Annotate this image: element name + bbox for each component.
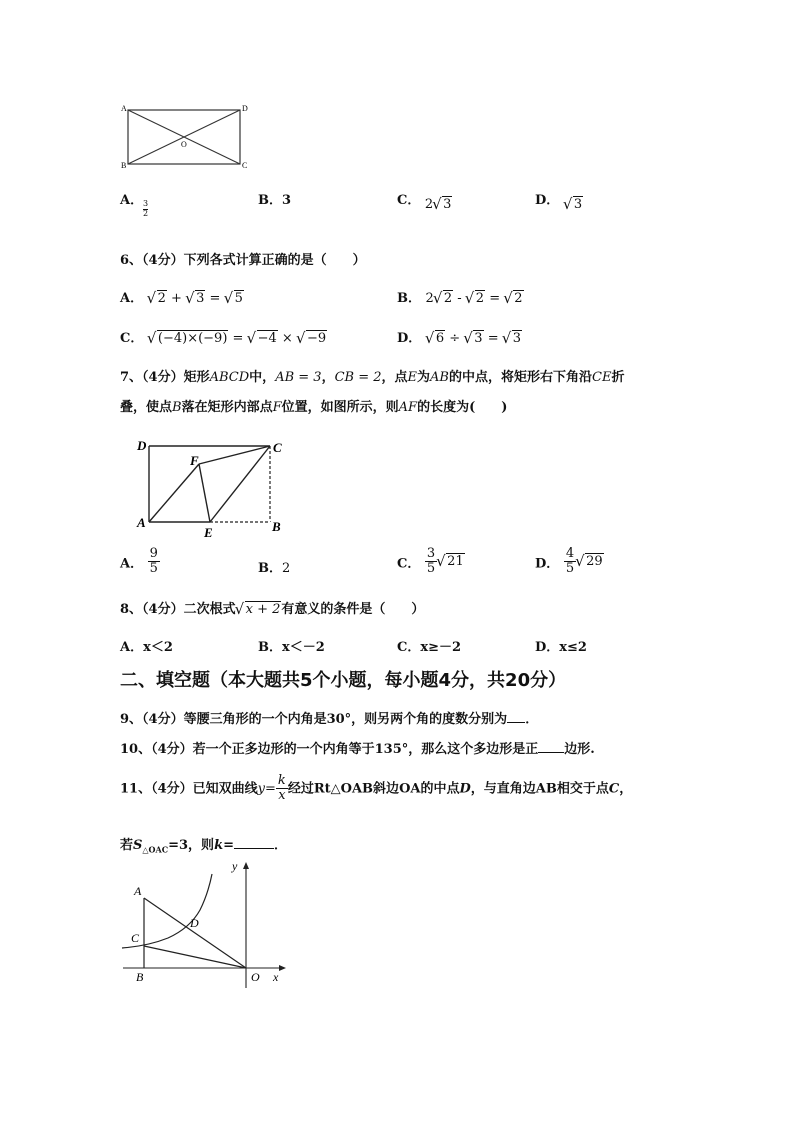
- q9-answer-blank[interactable]: [507, 722, 525, 723]
- figure-hyperbola-triangle: [118, 856, 293, 991]
- q5-option-a-fraction: 3 2: [143, 199, 149, 218]
- label-e: E: [204, 525, 213, 540]
- label-o: O: [181, 140, 187, 149]
- q7-option-a[interactable]: A． $\frac{9}{5}$: [120, 546, 158, 577]
- label-b: B: [121, 161, 127, 170]
- q10-answer-blank[interactable]: [538, 752, 564, 753]
- q6-option-b[interactable]: B． 2√ 2 - √ 2 = √ 2: [397, 287, 524, 306]
- segment-ce: [210, 446, 270, 522]
- segment-af: [149, 464, 199, 522]
- section-heading-fill-in: 二、填空题（本大题共5个小题，每小题4分，共20分）: [120, 670, 567, 691]
- label-c: C: [131, 931, 140, 945]
- q7-stem-line2: 叠，使点B落在矩形内部点F位置，如图所示，则AF的长度为( ): [120, 400, 508, 415]
- q7-option-c[interactable]: C． $\frac{3}{5}$ √ 21: [397, 547, 465, 577]
- q10-stem: 10、（4分）若一个正多边形的一个内角等于135°，那么这个多边形是正 边形.: [120, 742, 595, 757]
- label-a: A: [121, 104, 127, 113]
- q11-stem-line2: 若$S_{\triangle OAC}=3$，则k= ．: [120, 838, 287, 855]
- label-a: A: [137, 515, 146, 530]
- q5-option-b[interactable]: B．3: [258, 193, 292, 208]
- label-f: F: [190, 453, 199, 468]
- label-d: D: [137, 438, 147, 453]
- q9-stem: 9、（4分）等腰三角形的一个内角是30°，则另两个角的度数分别为 ．: [120, 712, 539, 727]
- q7-stem-line1: 7、（4分）矩形ABCD中，AB = 3，CB = 2，点E为AB的中点，将矩形右下角沿CE折: [120, 370, 625, 385]
- label-d: D: [190, 916, 199, 930]
- q8-option-c[interactable]: C．x≥－2: [397, 640, 462, 655]
- q5-option-c[interactable]: C． 2√ 3: [397, 189, 452, 208]
- label-d: D: [242, 104, 248, 113]
- q6-stem: 6、（4分）下列各式计算正确的是（ ）: [120, 253, 366, 268]
- q8-option-d[interactable]: D．x≤2: [535, 640, 587, 655]
- label-x: x: [273, 970, 279, 984]
- q11-answer-blank[interactable]: [234, 848, 274, 849]
- label-b: B: [272, 519, 281, 534]
- figure-rectangle-diagonals: [118, 100, 258, 172]
- q5-option-a[interactable]: A．: [120, 193, 144, 208]
- q8-stem: 8、（4分）二次根式√ x + 2有意义的条件是（ ）: [120, 598, 424, 617]
- q8-option-a[interactable]: A．x＜2: [120, 640, 173, 655]
- y-axis-arrow: [243, 862, 249, 869]
- x-axis-arrow: [279, 965, 286, 971]
- label-c: C: [273, 440, 282, 455]
- figure-rectangle-fold: [134, 434, 294, 542]
- q11-stem-line1: 11、（4分）已知双曲线y= $\frac{k}{x}$ 经过Rt△OAB斜边OA的中点D，与直角边AB相交于点C，: [120, 773, 633, 804]
- q5-option-d[interactable]: D． √ 3: [535, 189, 583, 208]
- q8-option-b[interactable]: B．x＜－2: [258, 640, 325, 655]
- segment-fe: [199, 464, 210, 522]
- label-y: y: [232, 859, 238, 873]
- segment-fc: [199, 446, 270, 464]
- q6-option-a[interactable]: A． √ 2 + √ 3 = √ 5: [120, 287, 244, 306]
- q6-option-c[interactable]: C． √ (−4)×(−9) = √ −4 × √ −9: [120, 327, 327, 346]
- label-o: O: [251, 970, 260, 984]
- label-c: C: [242, 161, 248, 170]
- q7-option-d[interactable]: D． $\frac{4}{5}$ √ 29: [535, 547, 604, 577]
- label-a: A: [134, 884, 142, 898]
- label-b: B: [136, 970, 144, 984]
- q6-option-d[interactable]: D． √ 6 ÷ √ 3 = √ 3: [397, 327, 522, 346]
- q7-option-b[interactable]: B．2: [258, 561, 291, 576]
